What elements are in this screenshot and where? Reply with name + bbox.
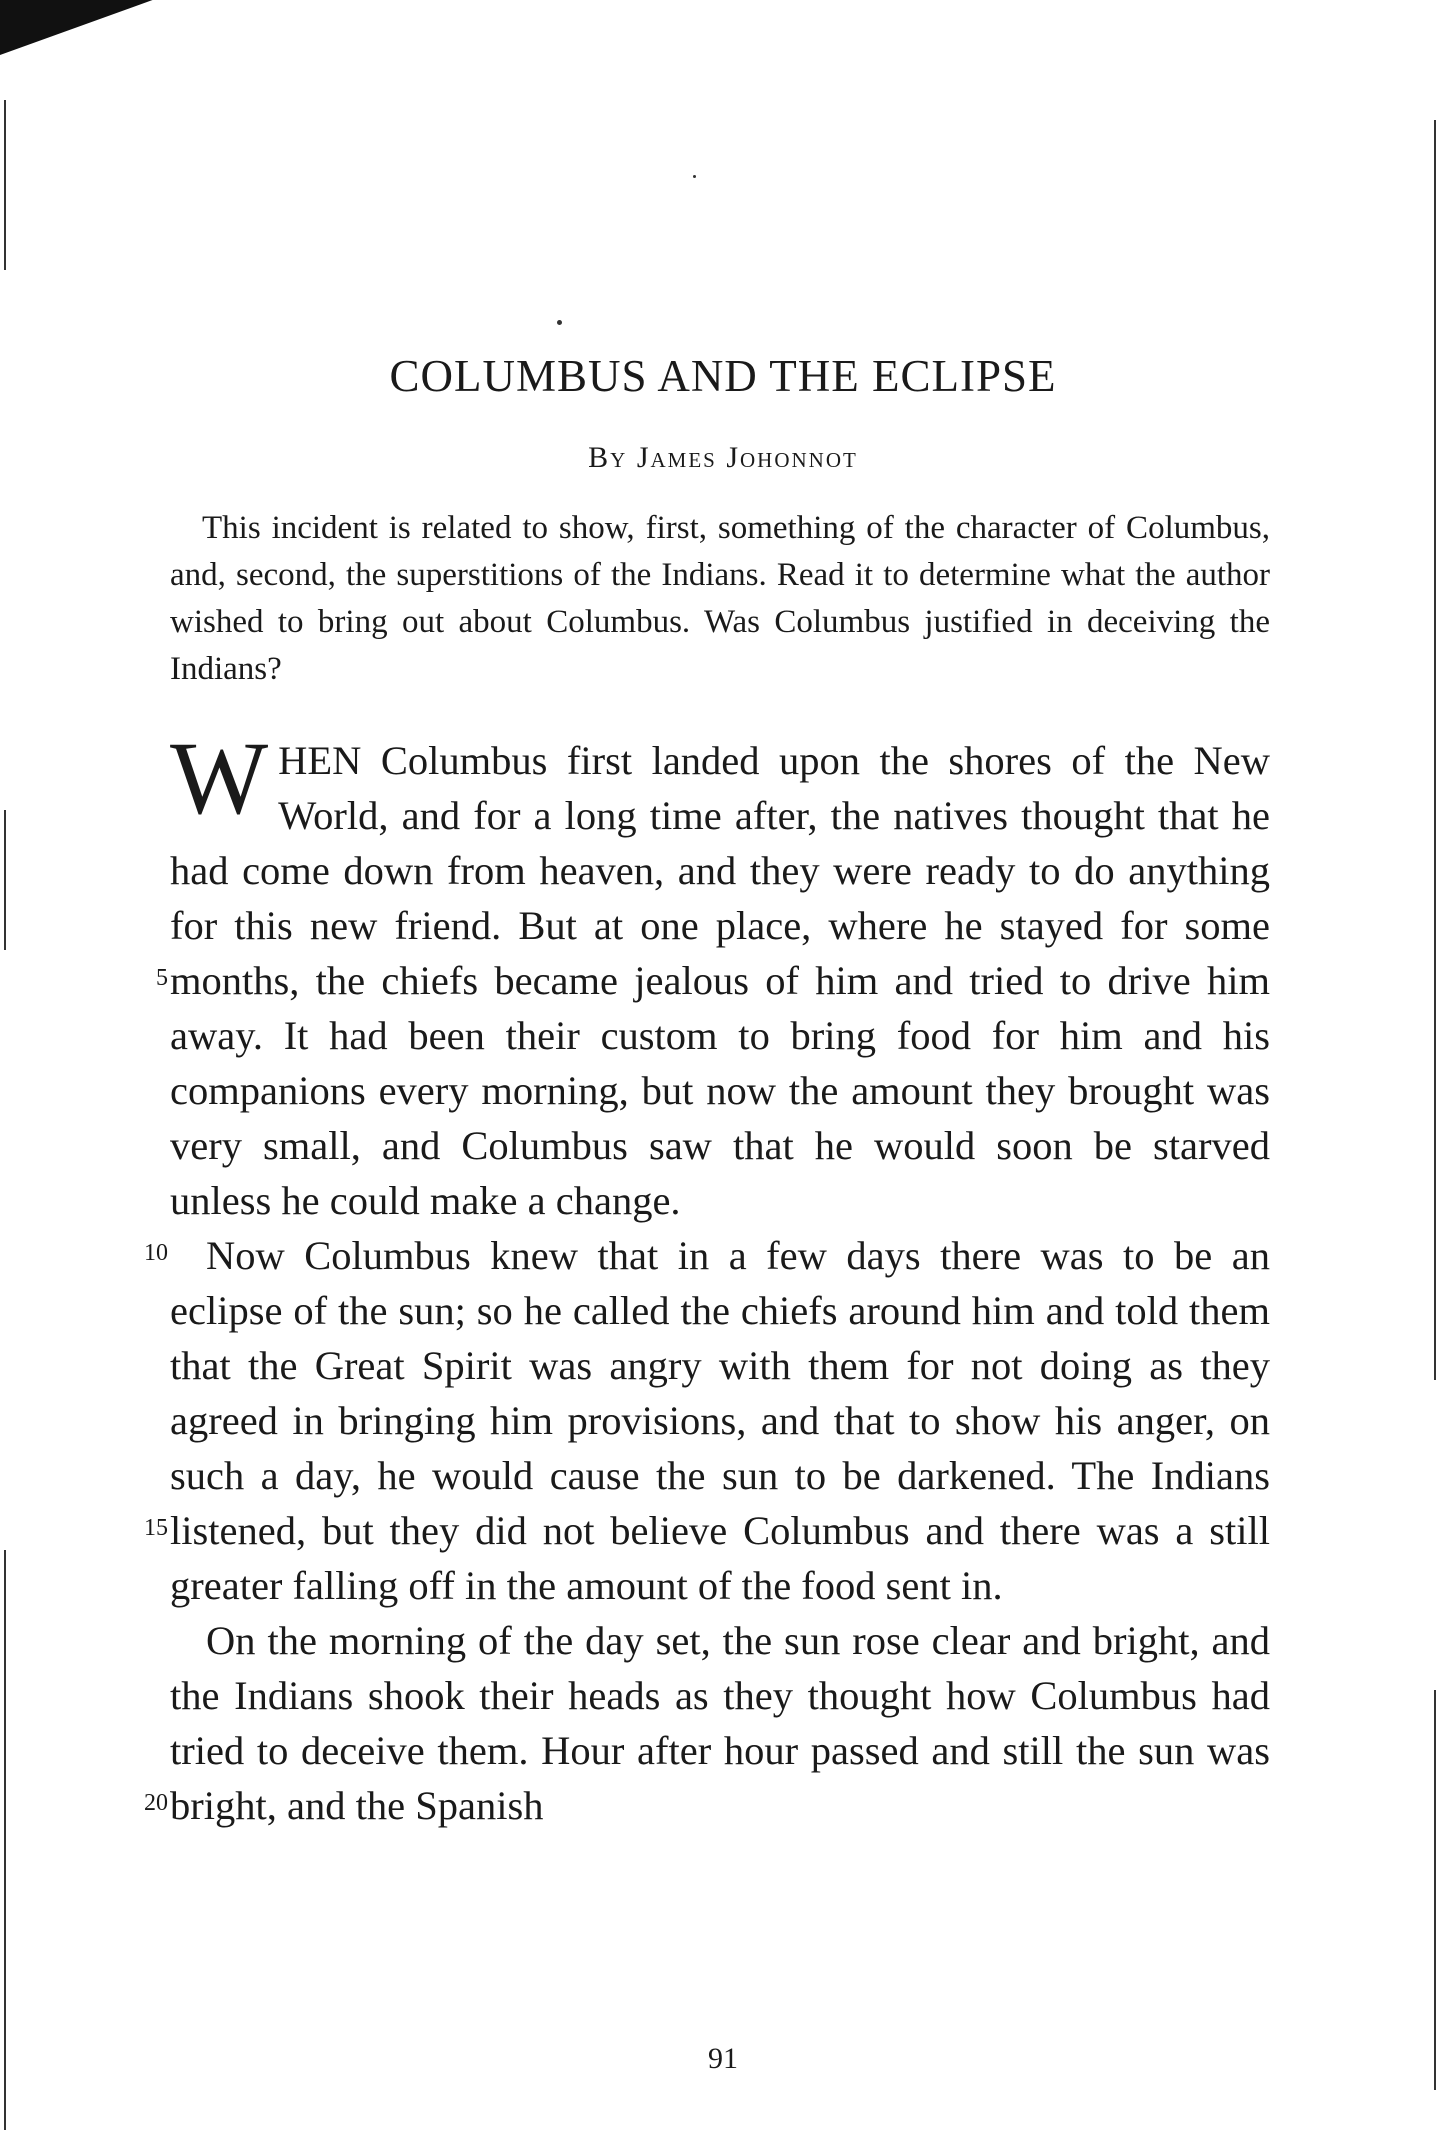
author-byline: By James Johonnot bbox=[588, 441, 858, 474]
paragraph: Now Columbus knew that in a few days there was to be an eclipse of the sun; so he called the chiefs around him and told them that the Great Spirit was angry with them for not doing as they agreed in bringing him provisions, and that to show his anger, on such a day, he would cause the sun to be darkened. The Indians listened, but they did not believe Columbus and there was a still greater falling off in the amount of the food sent in. bbox=[170, 1233, 1270, 1608]
scan-edge-left bbox=[4, 100, 6, 270]
drop-cap: W bbox=[170, 721, 269, 836]
intro-text: This incident is related to show, first, something of the character of Columbus, and, second, the superstitions of the Indians. Read it to determine what the author wished to bring out about Columbus. Was Columbus justified in deceiving the Indians? bbox=[170, 510, 1270, 687]
line-number: 10 bbox=[144, 1240, 168, 1266]
page-number: 91 bbox=[708, 2042, 738, 2075]
paragraph: On the morning of the day set, the sun rose clear and bright, and the Indians shook their heads as they thought how Columbus had tried to deceive them. Hour after hour passed and still the sun was bright, and the Spanish bbox=[170, 1618, 1270, 1828]
scan-edge-right bbox=[1434, 120, 1436, 1380]
intro-note bbox=[170, 505, 1270, 693]
scan-speck bbox=[557, 320, 562, 325]
scan-speck bbox=[693, 175, 696, 178]
scan-edge-left bbox=[4, 810, 6, 950]
paragraph-text: HEN Columbus first landed upon the shores of the New World, and for a long time after, the natives thought that he had come down from heaven, and they were ready to do anything for this new friend. But at one place, where he stayed for some months, the chiefs became jealous of him and tried to drive him away. It had been their custom to bring food for him and his companions every morning, but now the amount they brought was very small, and Columbus saw that he would soon be starved unless he could make a change. bbox=[170, 738, 1270, 1223]
line-number: 20 bbox=[144, 1790, 168, 1816]
scan-corner-mark bbox=[0, 0, 250, 55]
story-text bbox=[170, 721, 1270, 1833]
page-title: COLUMBUS AND THE ECLIPSE bbox=[389, 351, 1057, 401]
line-number: 15 bbox=[144, 1515, 168, 1541]
line-number: 5 bbox=[156, 965, 168, 991]
scan-edge-right bbox=[1434, 1690, 1436, 2090]
paragraph bbox=[170, 721, 1270, 1228]
